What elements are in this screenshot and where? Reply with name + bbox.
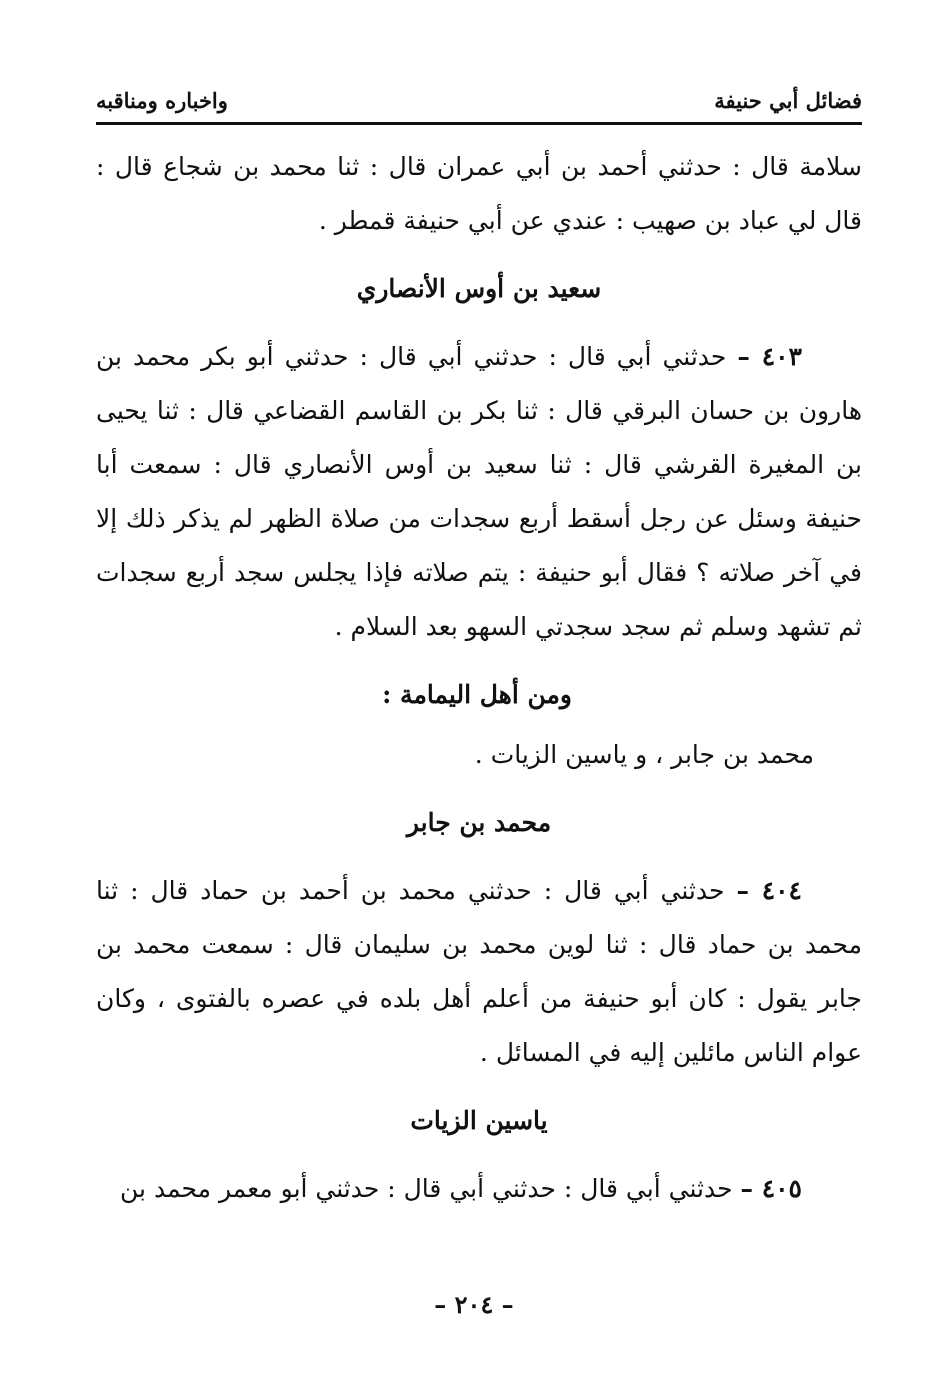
narration-text-404: حدثني أبي قال : حدثني محمد بن أحمد بن حماد قال : ثنا محمد بن حماد قال : ثنا لوين محمد بن سليمان قال : سمعت محمد بن جابر يقول : كان أبو حنيفة من أعلم أهل بلده في عصره بالفتوى ، وكان عوام الناس مائلين إليه في المسائل . xyxy=(96,876,862,1067)
heading-saeed-ibn-aws: سعيد بن أوس الأنصاري xyxy=(356,274,602,303)
narration-number-403: ٤٠٣ – xyxy=(737,342,802,371)
narration-number-405: ٤٠٥ – xyxy=(740,1174,802,1203)
header-section-title: واخباره ومناقبه xyxy=(96,88,228,113)
heading-yasin-alzayyat: ياسين الزيات xyxy=(410,1106,548,1135)
header-book-title: فضائل أبي حنيفة xyxy=(714,88,862,113)
narration-number-404: ٤٠٤ – xyxy=(736,876,802,905)
paragraph-continued: سلامة قال : حدثني أحمد بن أبي عمران قال : ثنا محمد بن شجاع قال : قال لي عباد بن صهيب : عندي عن أبي حنيفة قمطر . xyxy=(96,152,862,235)
narration-403 xyxy=(96,330,862,654)
narration-text-403: حدثني أبي قال : حدثني أبي قال : حدثني أبو بكر محمد بن هارون بن حسان البرقي قال : ثنا بكر بن القاسم القضاعي قال : ثنا يحيى بن المغيرة القرشي قال : ثنا سعيد بن أوس الأنصاري قال : سمعت أبا حنيفة وسئل عن رجل أسقط أربع سجدات من صلاة الظهر لم يذكر ذلك إلا في آخر صلاته ؟ فقال أبو حنيفة : يتم صلاته فإذا يجلس سجد أربع سجدات ثم تشهد وسلم ثم سجد سجدتي السهو بعد السلام . xyxy=(96,342,862,641)
narration-text-405: حدثني أبي قال : حدثني أبي قال : حدثني أبو معمر محمد بن xyxy=(120,1174,733,1203)
narration-404 xyxy=(96,864,862,1080)
narration-405 xyxy=(96,1162,862,1216)
yamama-names: محمد بن جابر ، و ياسين الزيات . xyxy=(474,740,814,769)
yamama-intro: ومن أهل اليمامة : xyxy=(382,680,572,709)
heading-muhammad-ibn-jaber: محمد بن جابر xyxy=(406,808,552,837)
page-body xyxy=(96,140,862,1216)
running-header xyxy=(96,86,862,125)
page-number: – ٢٠٤ – xyxy=(434,1290,514,1319)
